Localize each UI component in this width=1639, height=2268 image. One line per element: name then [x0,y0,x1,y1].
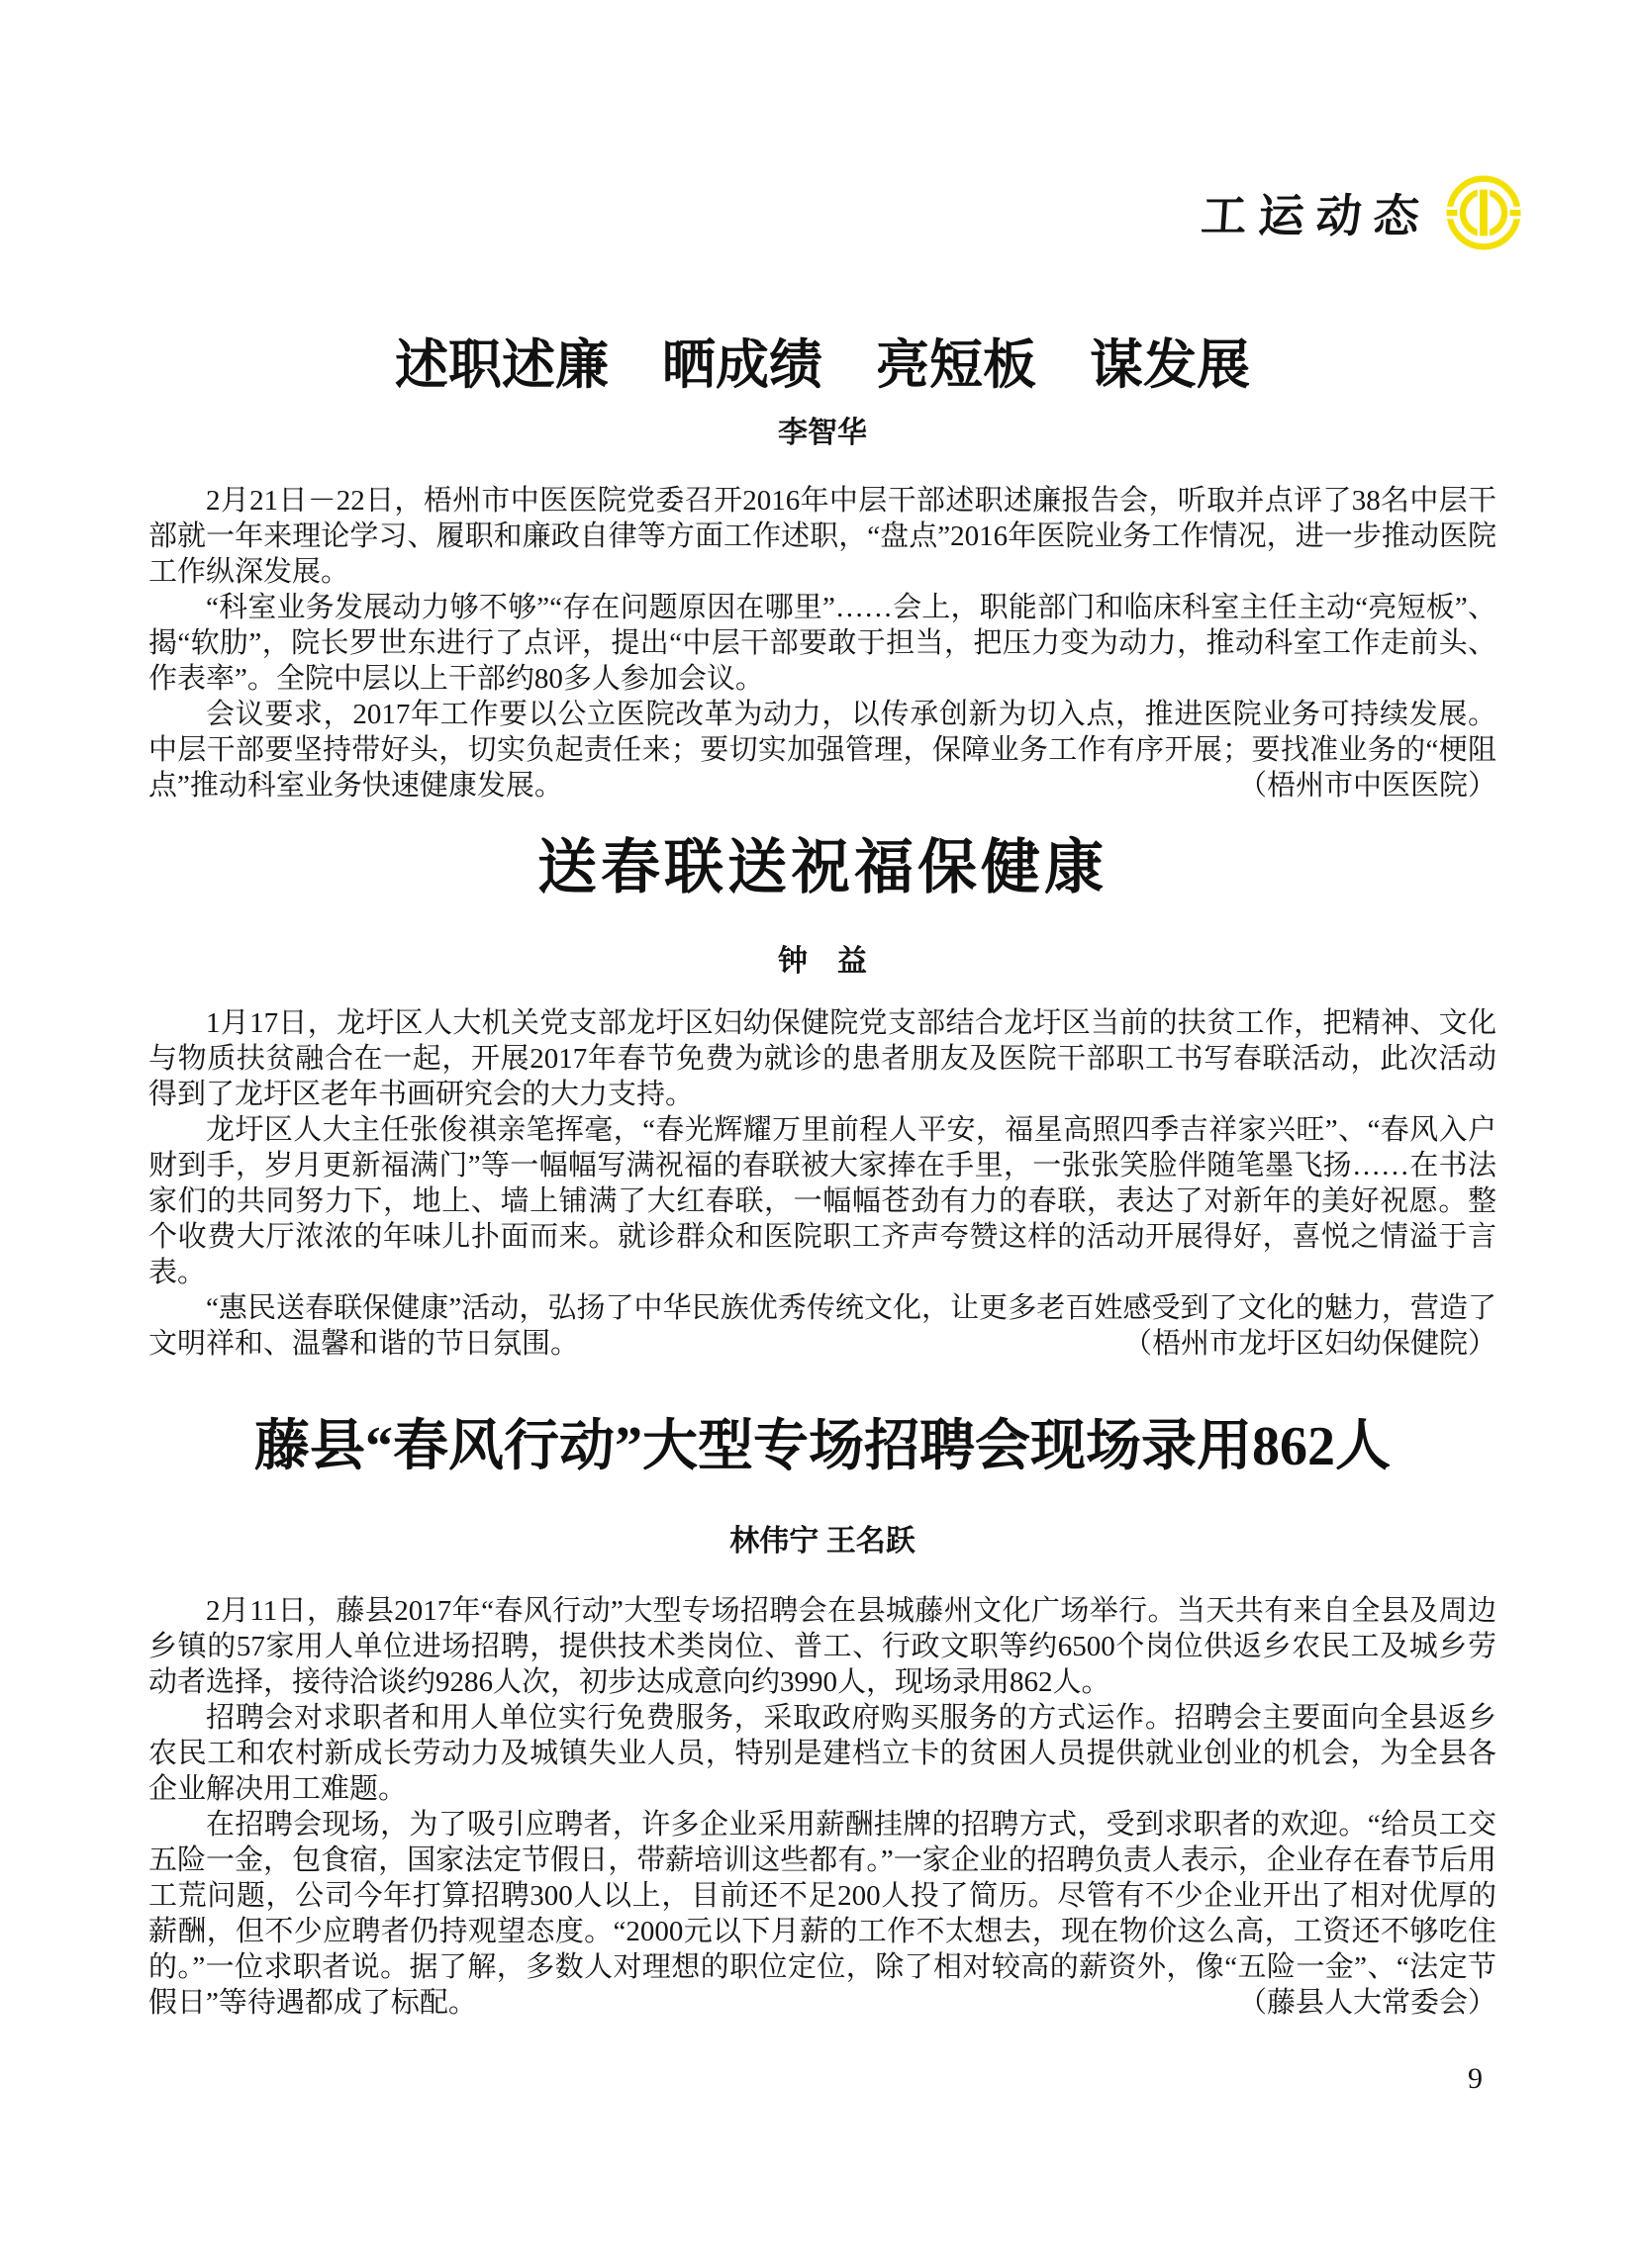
paragraph: 龙圩区人大主任张俊祺亲笔挥毫，“春光辉耀万里前程人平安，福星高照四季吉祥家兴旺”、“春风入户财到手，岁月更新福满门”等一幅幅写满祝福的春联被大家捧在手里，一张张笑脸伴随笔墨飞扬……在书法家们的共同努力下，地上、墙上铺满了大红春联，一幅幅苍劲有力的春联，表达了对新年的美好祝愿。整个收费大厅浓浓的年味儿扑面而来。就诊群众和医院职工齐声夸赞这样的活动开展得好，喜悦之情溢于言表。 [148,1114,1496,1288]
article-3 [148,1411,1496,2021]
paragraph: 2月21日－22日，梧州市中医医院党委召开2016年中层干部述职述廉报告会，听取并点评了38名中层干部就一年来理论学习、履职和廉政自律等方面工作述职，“盘点”2016年医院业务工作情况，进一步推动医院工作纵深发展。 [148,485,1496,588]
article-1-body [148,483,1496,803]
paragraph: 1月17日，龙圩区人大机关党支部龙圩区妇幼保健院党支部结合龙圩区当前的扶贫工作，把精神、文化与物质扶贫融合在一起，开展2017年春节免费为就诊的患者朋友及医院干部职工书写春联活动，此次活动得到了龙圩区老年书画研究会的大力支持。 [148,1007,1496,1110]
masthead-title: 工运动态 [1199,191,1433,241]
paragraph-text: 在招聘会现场，为了吸引应聘者，许多企业采用薪酬挂牌的招聘方式，受到求职者的欢迎。“给员工交五险一金，包食宿，国家法定节假日，带薪培训这些都有。”一家企业的招聘负责人表示，企业存在春节后用工荒问题，公司今年打算招聘300人以上，目前还不足200人投了简历。尽管有不少企业开出了相对优厚的薪酬，但不少应聘者仍持观望态度。“2000元以下月薪的工作不太想去，现在物价这么高，工资还不够吃住的。”一位求职者说。据了解，多数人对理想的职位定位，除了相对较高的薪资外，像“五险一金”、“法定节假日”等待遇都成了标配。 [148,1809,1496,2019]
page-number: 9 [1468,2062,1483,2095]
article-3-attribution: （藤县人大常委会） [1237,1987,1496,2019]
article-2-body [148,1005,1496,1362]
paragraph: 2月11日，藤县2017年“春风行动”大型专场招聘会在县城藤州文化广场举行。当天共有来自全县及周边乡镇的57家用人单位进场招聘，提供技术类岗位、普工、行政文职等约6500个岗位供返乡农民工及城乡劳动者选择，接待洽谈约9286人次，初步达成意向约3990人，现场录用862人。 [148,1595,1496,1698]
article-1-title: 述职述廉 晒成绩 亮短板 谋发展 [395,335,1250,395]
paragraph: “科室业务发展动力够不够”“存在问题原因在哪里”……会上，职能部门和临床科室主任主动“亮短板”、揭“软肋”，院长罗世东进行了点评，提出“中层干部要敢于担当，把压力变为动力，推动科室工作走前头、作表率”。全院中层以上干部约80多人参加会议。 [148,592,1496,695]
paragraph [148,1807,1496,2021]
article-2-author: 钟 益 [778,945,867,978]
article-1 [148,334,1496,803]
article-1-attribution: （梧州市中医医院） [1237,770,1496,802]
article-2-title: 送春联送祝福保健康 [537,835,1108,900]
article-3-author: 林伟宁 王名跃 [729,1525,916,1558]
article-1-author: 李智华 [778,417,867,449]
paragraph-text: 会议要求，2017年工作要以公立医院改革为动力，以传承创新为切入点，推进医院业务可持续发展。中层干部要坚持带好头，切实负起责任来；要切实加强管理，保障业务工作有序开展；要找准业务的“梗阻点”推动科室业务快速健康发展。 [148,699,1496,802]
page-content [148,0,1496,2021]
paragraph [148,1290,1496,1362]
paragraph-text: “惠民送春联保健康”活动，弘扬了中华民族优秀传统文化，让更多老百姓感受到了文化的魅力，营造了文明祥和、温馨和谐的节日氛围。 [148,1292,1496,1360]
article-3-body [148,1593,1496,2021]
paragraph [148,697,1496,803]
paragraph: 招聘会对求职者和用人单位实行免费服务，采取政府购买服务的方式运作。招聘会主要面向全县返乡农民工和农村新成长劳动力及城镇失业人员，特别是建档立卡的贫困人员提供就业创业的机会，为全县各企业解决用工难题。 [148,1702,1496,1805]
article-2-attribution: （梧州市龙圩区妇幼保健院） [1122,1328,1496,1360]
article-2 [148,833,1496,1362]
article-3-title: 藤县“春风行动”大型专场招聘会现场录用862人 [254,1416,1391,1477]
